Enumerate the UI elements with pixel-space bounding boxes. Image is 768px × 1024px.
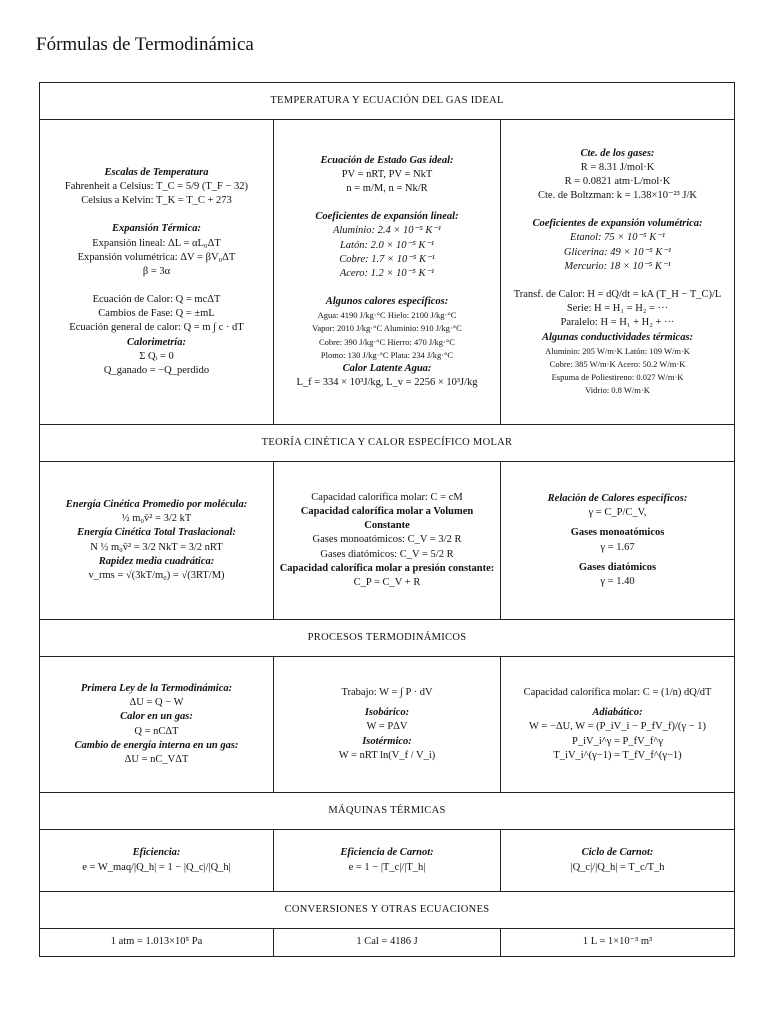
text: Eficiencia: [132, 847, 181, 859]
text: v_rms = √(3kT/m₀) = √(3RT/M) [88, 569, 225, 581]
text: Espuma de Poliestireno: 0.027 W/m·K [551, 372, 684, 383]
text: Transf. de Calor: H = dQ/dt = kA (T_H − T_C)/L [513, 289, 722, 300]
text: Fahrenheit a Celsius: T_C = 5/9 (T_F − 32) [64, 181, 249, 193]
text: Acero: 1.2 × 10⁻⁵ K⁻¹ [339, 267, 435, 279]
text: Paralelo: H = H₁ + H₂ + ··· [560, 317, 675, 329]
text: Trabajo: W = ∫ P · dV [341, 687, 433, 699]
text: Σ Qᵢ = 0 [139, 350, 174, 362]
text: Expansión lineal: ΔL = αL₀ΔT [92, 237, 221, 249]
text: Calorimetría: [127, 336, 186, 348]
text: Adiabático: [592, 707, 643, 719]
cell-temperatura-calor [40, 120, 274, 425]
text: Cambios de Fase: Q = ±mL [98, 308, 215, 320]
text: Cobre: 385 W/m·K Acero: 50.2 W/m·K [549, 358, 686, 369]
text: Coeficientes de expansión volumétrica: [532, 218, 703, 230]
text: e = 1 − |T_c|/|T_h| [348, 861, 426, 873]
text: Energía Cinética Total Traslacional: [77, 527, 236, 539]
cell-conversion-litro: 1 L = 1×10⁻³ m³ [501, 929, 735, 957]
text: β = 3α [142, 265, 171, 277]
text: Agua: 4190 J/kg·°C Hielo: 2100 J/kg·°C [317, 310, 457, 321]
text: Ecuación general de calor: Q = m ∫ c · dT [69, 322, 244, 334]
cell-capacidad-calorifica [274, 462, 501, 620]
cell-constantes-conductividad [501, 120, 735, 425]
text: Plomo: 130 J/kg·°C Plata: 234 J/kg·°C [320, 349, 454, 360]
text: L_f = 334 × 10³J/kg, L_v = 2256 × 10³J/kg [296, 377, 478, 389]
cell-trabajo [274, 657, 501, 793]
text: Etanol: 75 × 10⁻⁵ K⁻¹ [570, 232, 665, 244]
text: ΔU = nC_VΔT [124, 753, 189, 765]
text: γ = 1.67 [600, 541, 635, 553]
text: W = −ΔU, W = (P_iV_i − P_fV_f)/(γ − 1) [529, 721, 706, 733]
text: Ecuación de Calor: Q = mcΔT [92, 294, 221, 306]
text: Gases diatómicos: C_V = 5/2 R [320, 548, 454, 560]
text: Eficiencia de Carnot: [340, 847, 434, 859]
text: N ½ m₀v̄² = 3/2 NkT = 3/2 nRT [90, 541, 223, 553]
text: Capacidad calorífica molar a Volumen Constante [300, 506, 474, 532]
text: Q_ganado = −Q_perdido [103, 364, 210, 376]
text: e = W_maq/|Q_h| = 1 − |Q_c|/|Q_h| [82, 861, 231, 873]
text: n = m/M, n = Nk/R [346, 183, 428, 195]
text: Cte. de los gases: [580, 147, 655, 159]
text: Celsius a Kelvin: T_K = T_C + 273 [81, 195, 232, 207]
text: Capacidad calorífica molar a presión constante: [279, 562, 495, 574]
text: R = 8.31 J/mol·K [580, 161, 655, 173]
text: Gases monoatómicos [570, 527, 665, 539]
text: Calor Latente Agua: [342, 362, 432, 374]
cell-adiabatico [501, 657, 735, 793]
section-header-gas-ideal: TEMPERATURA Y ECUACIÓN DEL GAS IDEAL [40, 83, 735, 120]
text: Gases monoatómicos: C_V = 3/2 R [312, 534, 462, 546]
text: Aluminio: 2.4 × 10⁻⁵ K⁻¹ [332, 225, 442, 237]
text: Cobre: 390 J/kg·°C Hierro: 470 J/kg·°C [319, 336, 455, 347]
text: Gases diatómicos [578, 561, 657, 573]
text: ΔU = Q − W [129, 697, 184, 709]
section-header-maquinas: MÁQUINAS TÉRMICAS [40, 793, 735, 830]
text: Ecuación de Estado Gas ideal: [320, 154, 454, 166]
text: T_iV_i^(γ−1) = T_fV_f^(γ−1) [553, 749, 682, 761]
text: Isobárico: [364, 707, 410, 719]
text: W = nRT ln(V_f / V_i) [338, 749, 436, 761]
formula-table [39, 82, 735, 957]
section-header-teoria-cinetica: TEORÍA CINÉTICA Y CALOR ESPECÍFICO MOLAR [40, 425, 735, 462]
text: Capacidad calorífica molar: C = cM [311, 491, 463, 503]
cell-relacion-calores [501, 462, 735, 620]
text: Glicerina: 49 × 10⁻⁵ K⁻¹ [563, 246, 672, 258]
text: Rapidez media cuadrática: [98, 555, 215, 567]
text: Cobre: 1.7 × 10⁻⁵ K⁻¹ [339, 253, 435, 265]
cell-gas-ideal-coeficientes [274, 120, 501, 425]
text: Q = nCΔT [134, 725, 179, 737]
text: Cte. de Boltzman: k = 1.38×10⁻²³ J/K [538, 190, 698, 202]
cell-ciclo-carnot [501, 830, 735, 892]
text: W = PΔV [366, 721, 408, 733]
cell-energia-cinetica [40, 462, 274, 620]
text: Relación de Calores específicos: [547, 492, 688, 504]
cell-conversion-cal: 1 Cal = 4186 J [274, 929, 501, 957]
text: |Q_c|/|Q_h| = T_c/T_h [570, 861, 665, 873]
text: Expansión volumétrica: ΔV = βV₀ΔT [77, 251, 236, 263]
section-header-procesos: PROCESOS TERMODINÁMICOS [40, 620, 735, 657]
text: γ = 1.40 [600, 575, 635, 587]
text: Aluminio: 205 W/m·K Latón: 109 W/m·K [545, 345, 690, 356]
text: ½ m₀v̄² = 3/2 kT [121, 513, 192, 525]
text: Vapor: 2010 J/kg·°C Aluminio: 910 J/kg·°C [312, 323, 462, 334]
text: γ = C_P/C_V, [588, 507, 647, 519]
text: Mercurio: 18 × 10⁻⁵ K⁻¹ [564, 260, 671, 272]
text: PV = nRT, PV = NkT [341, 168, 433, 180]
cell-eficiencia [40, 830, 274, 892]
section-header-conversiones: CONVERSIONES Y OTRAS ECUACIONES [40, 892, 735, 929]
text: Energía Cinética Promedio por molécula: [65, 498, 248, 510]
text: Isotérmico: [362, 735, 412, 747]
text: Escalas de Temperatura [104, 166, 209, 178]
text: Serie: H = H₁ = H₂ = ··· [566, 303, 669, 315]
text: Primera Ley de la Termodinámica: [80, 682, 233, 694]
text: Calor en un gas: [120, 711, 193, 723]
text: Ciclo de Carnot: [581, 847, 654, 859]
text: Expansión Térmica: [112, 223, 201, 235]
text: Latón: 2.0 × 10⁻⁵ K⁻¹ [339, 239, 435, 251]
cell-primera-ley [40, 657, 274, 793]
text: P_iV_i^γ = P_fV_f^γ [572, 735, 663, 747]
text: Coeficientes de expansión lineal: [315, 211, 459, 223]
text: Cambio de energía interna en un gas: [74, 739, 239, 751]
text: C_P = C_V + R [353, 576, 421, 588]
text: R = 0.0821 atm·L/mol·K [564, 175, 671, 187]
cell-eficiencia-carnot [274, 830, 501, 892]
cell-conversion-atm: 1 atm = 1.013×10⁵ Pa [40, 929, 274, 957]
text: Capacidad calorífica molar: C = (1/n) dQ/dT [523, 687, 712, 699]
text: Vidrio: 0.8 W/m·K [585, 385, 650, 396]
text: Algunos calores específicos: [325, 296, 449, 308]
page-title: Fórmulas de Termodinámica [36, 34, 254, 55]
text: Algunas conductividades térmicas: [541, 331, 694, 343]
